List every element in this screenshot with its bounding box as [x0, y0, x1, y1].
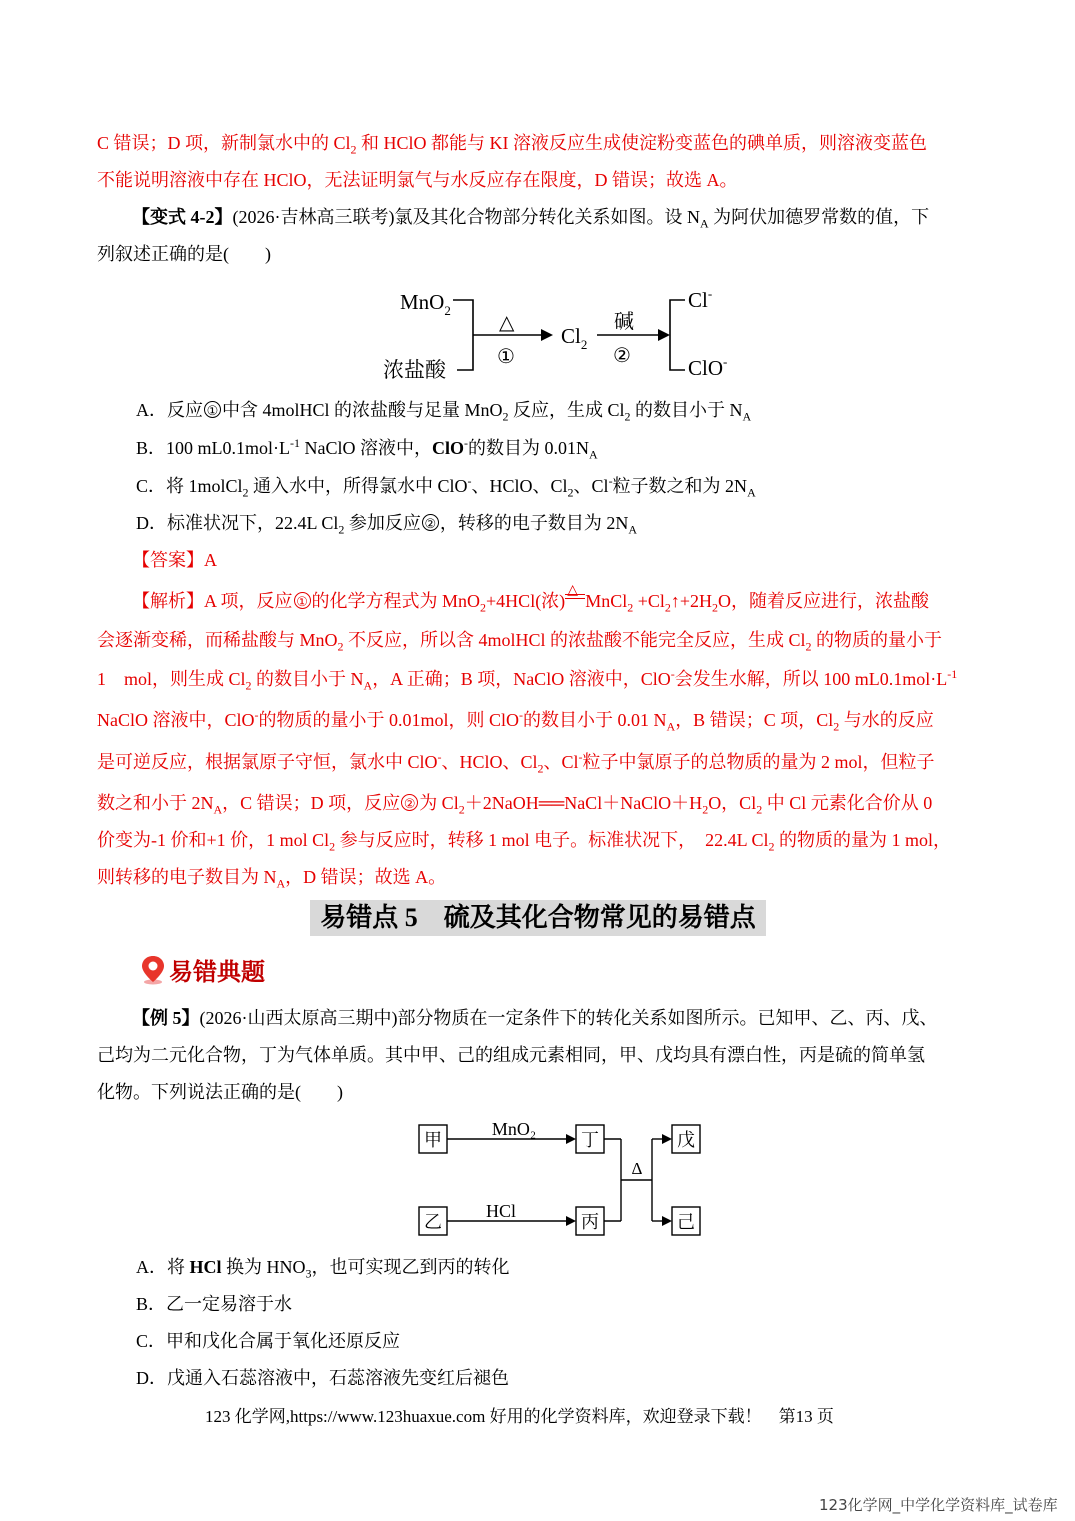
- option-c: C．甲和戊化合属于氧化还原反应: [136, 1331, 401, 1351]
- option-d: D．戊通入石蕊溶液中，石蕊溶液先变红后褪色: [136, 1368, 509, 1388]
- question-stem: 化物。下列说法正确的是( ): [97, 1082, 343, 1102]
- analysis-line: 则转移的电子数目为 $N_A$，D 错误；故选 A。: [97, 867, 447, 891]
- step-one: ①: [497, 346, 515, 368]
- reactant-conc-hcl: 浓盐酸: [383, 358, 446, 382]
- analysis-line: 【解析】A 项，反应 ① 的化学方程式为 MnO$_2$+4HCl(浓) △ MnCl$_2$ $+Cl_2↑+2H_2O$，随着反应进行，浓盐酸: [132, 583, 930, 615]
- mno2-catalyst: MnO₂: [491, 1119, 537, 1139]
- chlorine-reaction-diagram: [375, 285, 745, 385]
- option-d: D．标准状况下，22.4L $Cl_2$ 参加反应 ② ，转移的电子数目为 $2N_A$: [136, 513, 638, 537]
- option-a: A．将 HCl 换为 $HNO_3$，也可实现乙到丙的转化: [136, 1257, 510, 1281]
- step-two: ②: [613, 345, 631, 367]
- product-chloride: Cl-: [688, 286, 713, 312]
- analysis-line: 是可逆反应，根据氯原子守恒，氯水中 ClO-、HClO、$Cl_2$、Cl-粒子中氯原子的总物质的量为 2 mol，但粒子: [97, 750, 935, 776]
- section-label: 易错典题: [140, 955, 265, 989]
- box-ding: 丁: [581, 1130, 599, 1150]
- location-pin-icon: [140, 955, 166, 985]
- box-bing: 丙: [581, 1212, 599, 1232]
- question-stem: 【例 5】(2026·山西太原高三期中)部分物质在一定条件下的转化关系如图所示。已知甲、乙、丙、戊、: [132, 1008, 938, 1028]
- sulfur-conversion-diagram: [410, 1115, 710, 1240]
- reactant-mno2: MnO$_2$: [400, 290, 451, 318]
- box-ji: 己: [677, 1212, 695, 1232]
- delta-condition: △: [499, 312, 515, 334]
- question-stem: 列叙述正确的是( ): [97, 244, 271, 264]
- option-c: C．将 1molCl$_2$ 通入水中，所得氯水中 ClO-、HClO、$Cl_2$、Cl-粒子数之和为 $2N_A$: [136, 474, 756, 500]
- question-stem: 己均为二元化合物，丁为气体单质。其中甲、己的组成元素相同，甲、戊均具有漂白性，丙是硫的简单氢: [97, 1045, 925, 1065]
- page-footer: 123 化学网,https://www.123huaxue.com 好用的化学资料库，欢迎登录下载！ 第13 页: [205, 1407, 834, 1426]
- section-heading: 易错点 5 硫及其化合物常见的易错点: [310, 900, 766, 936]
- box-wu: 戊: [677, 1130, 695, 1150]
- hcl-reagent: HCl: [485, 1201, 517, 1221]
- analysis-line: 数之和小于 $2N_A$，C 错误；D 项，反应 ② 为 $Cl_2+2NaOH══NaCl+NaClO+H_2O$，$Cl_2$ 中 Cl 元素化合价从 0: [97, 793, 933, 817]
- analysis-line: 价变为-1 价和+1 价，1 mol $Cl_2$ 参与反应时，转移 1 mol 电子。标准状况下， 22.4L $Cl_2$ 的物质的量为 1 mol，: [97, 830, 952, 854]
- product-hypochlorite: ClO-: [688, 354, 728, 380]
- option-b: B．乙一定易溶于水: [136, 1294, 293, 1314]
- box-yi: 乙: [424, 1212, 442, 1232]
- heat-condition: Δ: [631, 1159, 643, 1178]
- box-jia: 甲: [424, 1130, 442, 1150]
- analysis-line: 会逐渐变稀，而稀盐酸与 MnO$_2$ 不反应，所以含 4molHCl 的浓盐酸不能完全反应，生成 $Cl_2$ 的物质的量小于: [97, 630, 943, 654]
- watermark: 123化学网_中学化学资料库_试卷库: [819, 1496, 1058, 1514]
- question-stem: 【变式 4-2】(2026·吉林高三联考)氯及其化合物部分转化关系如图。设 $N_A$ 为阿伏加德罗常数的值，下: [132, 207, 930, 231]
- product-cl2: $Cl_2$: [561, 324, 588, 352]
- text-line: 不能说明溶液中存在 HClO，无法证明氯气与水反应存在限度，D 错误；故选 A。: [97, 170, 738, 190]
- analysis-line: 1 mol，则生成 $Cl_2$ 的数目小于 $N_A$，A 正确；B 项，NaClO 溶液中，ClO-会发生水解，所以 100 $mL0.1mol\cdot L^{-1}$: [97, 667, 958, 693]
- option-a: A．反应 ① 中含 4molHCl 的浓盐酸与足量 MnO$_2$ 反应，生成 $Cl_2$ 的数目小于 $N_A$: [136, 400, 752, 424]
- text-line: C 错误；D 项，新制氯水中的 $Cl_2$ 和 HClO 都能与 KI 溶液反应生成使淀粉变蓝色的碘单质，则溶液变蓝色: [97, 133, 928, 157]
- answer-line: 【答案】A: [132, 550, 217, 570]
- analysis-line: NaClO 溶液中，ClO-的物质的量小于 0.01mol，则 ClO-的数目小于 0.01 $N_A$，B 错误；C 项，$Cl_2$ 与水的反应: [97, 708, 934, 734]
- option-b: B．100 $mL0.1mol\cdot L^{-1}$ NaClO 溶液中，ClO-的数目为 $0.01N_A$: [136, 436, 598, 462]
- base-condition: 碱: [614, 311, 634, 333]
